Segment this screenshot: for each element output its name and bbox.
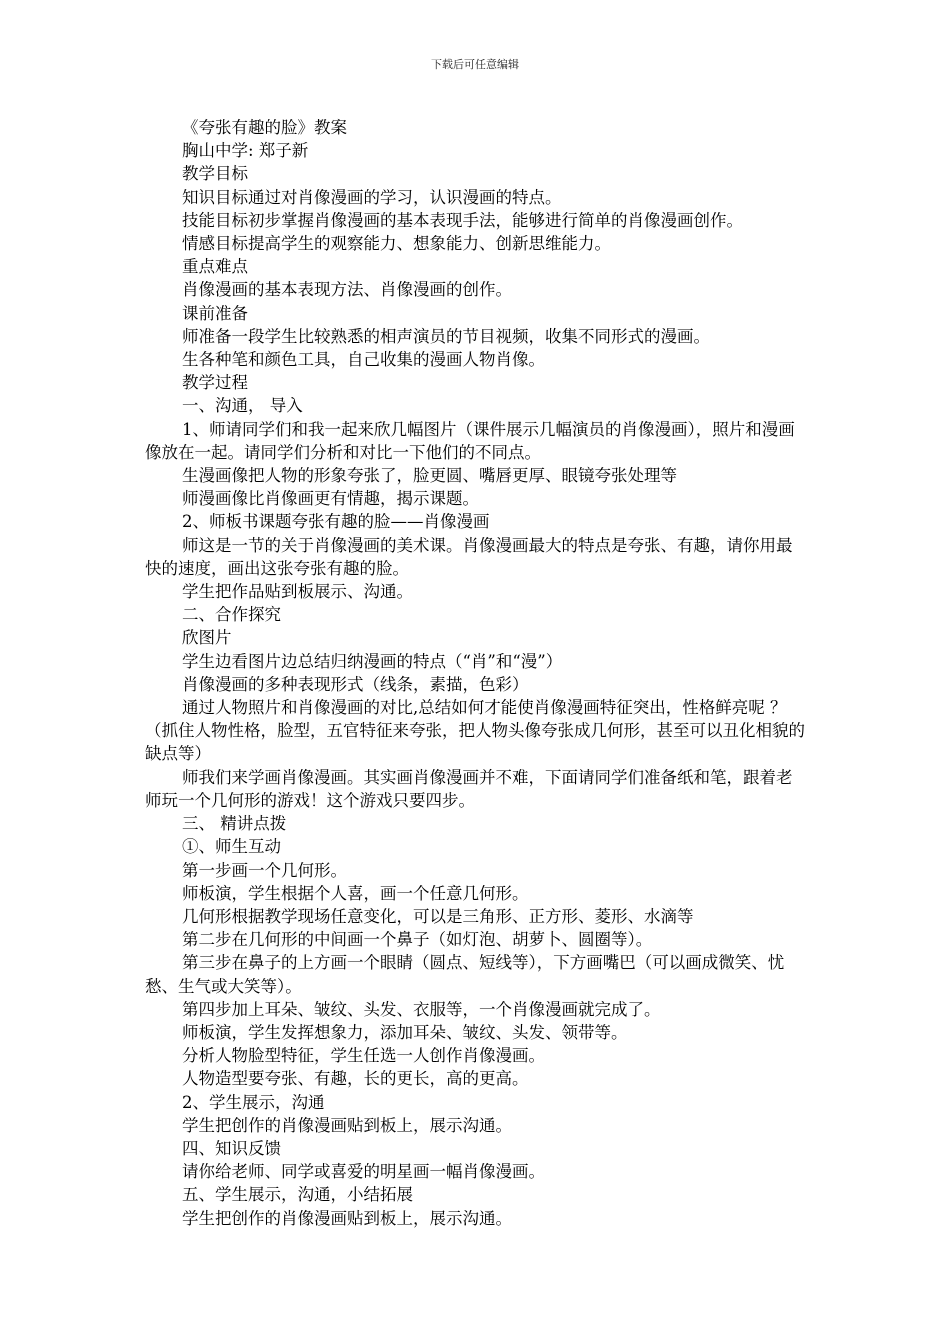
- paragraph: 教学目标: [182, 164, 248, 184]
- paragraph: 肖像漫画的多种表现形式（线条，素描，色彩）: [182, 674, 529, 694]
- paragraph: ①、师生互动: [182, 837, 281, 857]
- paragraph: 通过人物照片和肖像漫画的对比,总结如何才能使肖像漫画特征突出，性格鲜亮呢 ？（抓住人物性格，脸型，五官特征来夸张，把人物头像夸张成几何形，甚至可以丑化相貌的缺点等）: [145, 698, 805, 764]
- paragraph: 重点难点: [182, 257, 248, 277]
- paragraph: 人物造型要夸张、有趣，长的更长，高的更高。: [182, 1069, 529, 1089]
- paragraph: 《夸张有趣的脸》教案: [182, 118, 347, 137]
- paragraph: 分析人物脸型特征，学生任选一人创作肖像漫画。: [182, 1046, 545, 1066]
- paragraph: 课前准备: [182, 303, 248, 323]
- paragraph: 知识目标通过对肖像漫画的学习，认识漫画的特点。: [182, 187, 562, 207]
- paragraph: 情感目标提高学生的观察能力、想象能力、创新思维能力。: [182, 234, 611, 254]
- paragraph: 学生把作品贴到板展示、沟通。: [182, 582, 413, 602]
- paragraph: 2、学生展示，沟通: [182, 1092, 325, 1112]
- paragraph: 四、知识反馈: [182, 1138, 281, 1158]
- paragraph: 第四步加上耳朵、皱纹、头发、衣服等，一个肖像漫画就完成了。: [182, 999, 661, 1019]
- paragraph: 欣图片: [182, 628, 232, 648]
- paragraph: 第三步在鼻子的上方画一个眼睛（圆点、短线等），下方画嘴巴（可以画成微笑、忧愁、生气或大笑等）。: [145, 953, 785, 996]
- paragraph: 生漫画像把人物的形象夸张了，脸更圆、嘴唇更厚、眼镜夸张处理等: [182, 466, 677, 486]
- paragraph: 师准备一段学生比较熟悉的相声演员的节目视频，收集不同形式的漫画。: [182, 326, 710, 346]
- paragraph: 二、合作探究: [182, 605, 281, 625]
- paragraph: 师漫画像比肖像画更有情趣，揭示课题。: [182, 489, 479, 509]
- paragraph: 一、沟通， 导入: [182, 396, 303, 416]
- paragraph: 第二步在几何形的中间画一个鼻子（如灯泡、胡萝卜、圆圈等）。: [182, 930, 653, 950]
- paragraph: 请你给老师、同学或喜爱的明星画一幅肖像漫画。: [182, 1162, 545, 1182]
- page-header: 下载后可任意编辑: [431, 58, 519, 71]
- paragraph: 胸山中学: 郑子新: [182, 141, 309, 161]
- paragraph: 三、 精讲点拨: [182, 814, 287, 834]
- paragraph: 1、师请同学们和我一起来欣几幅图片（课件展示几幅演员的肖像漫画），照片和漫画像放在一起。请同学们分析和对比一下他们的不同点。: [145, 419, 795, 462]
- document-body: [145, 116, 805, 1230]
- paragraph: 学生把创作的肖像漫画贴到板上，展示沟通。: [182, 1208, 512, 1228]
- paragraph: 技能目标初步掌握肖像漫画的基本表现手法，能够进行简单的肖像漫画创作。: [182, 210, 743, 230]
- paragraph: 五、学生展示，沟通，小结拓展: [182, 1185, 413, 1205]
- paragraph: 师这是一节的关于肖像漫画的美术课。肖像漫画最大的特点是夸张、有趣，请你用最快的速度，画出这张夸张有趣的脸。: [145, 535, 793, 578]
- paragraph: 师我们来学画肖像漫画。其实画肖像漫画并不难，下面请同学们准备纸和笔，跟着老师玩一个几何形的游戏！这个游戏只要四步。: [145, 767, 793, 810]
- paragraph: 生各种笔和颜色工具，自己收集的漫画人物肖像。: [182, 350, 545, 370]
- paragraph: 2、师板书课题夸张有趣的脸——肖像漫画: [182, 512, 490, 532]
- paragraph: 教学过程: [182, 373, 248, 393]
- paragraph: 第一步画一个几何形。: [182, 860, 347, 880]
- paragraph: 学生边看图片边总结归纳漫画的特点（“肖”和“漫”）: [182, 651, 563, 671]
- paragraph: 学生把创作的肖像漫画贴到板上，展示沟通。: [182, 1115, 512, 1135]
- paragraph: 师板演，学生发挥想象力，添加耳朵、皱纹、头发、领带等。: [182, 1022, 628, 1042]
- paragraph: 师板演，学生根据个人喜，画一个任意几何形。: [182, 883, 529, 903]
- paragraph: 几何形根据教学现场任意变化，可以是三角形、正方形、菱形、水滴等: [182, 906, 694, 926]
- paragraph: 肖像漫画的基本表现方法、肖像漫画的创作。: [182, 280, 512, 300]
